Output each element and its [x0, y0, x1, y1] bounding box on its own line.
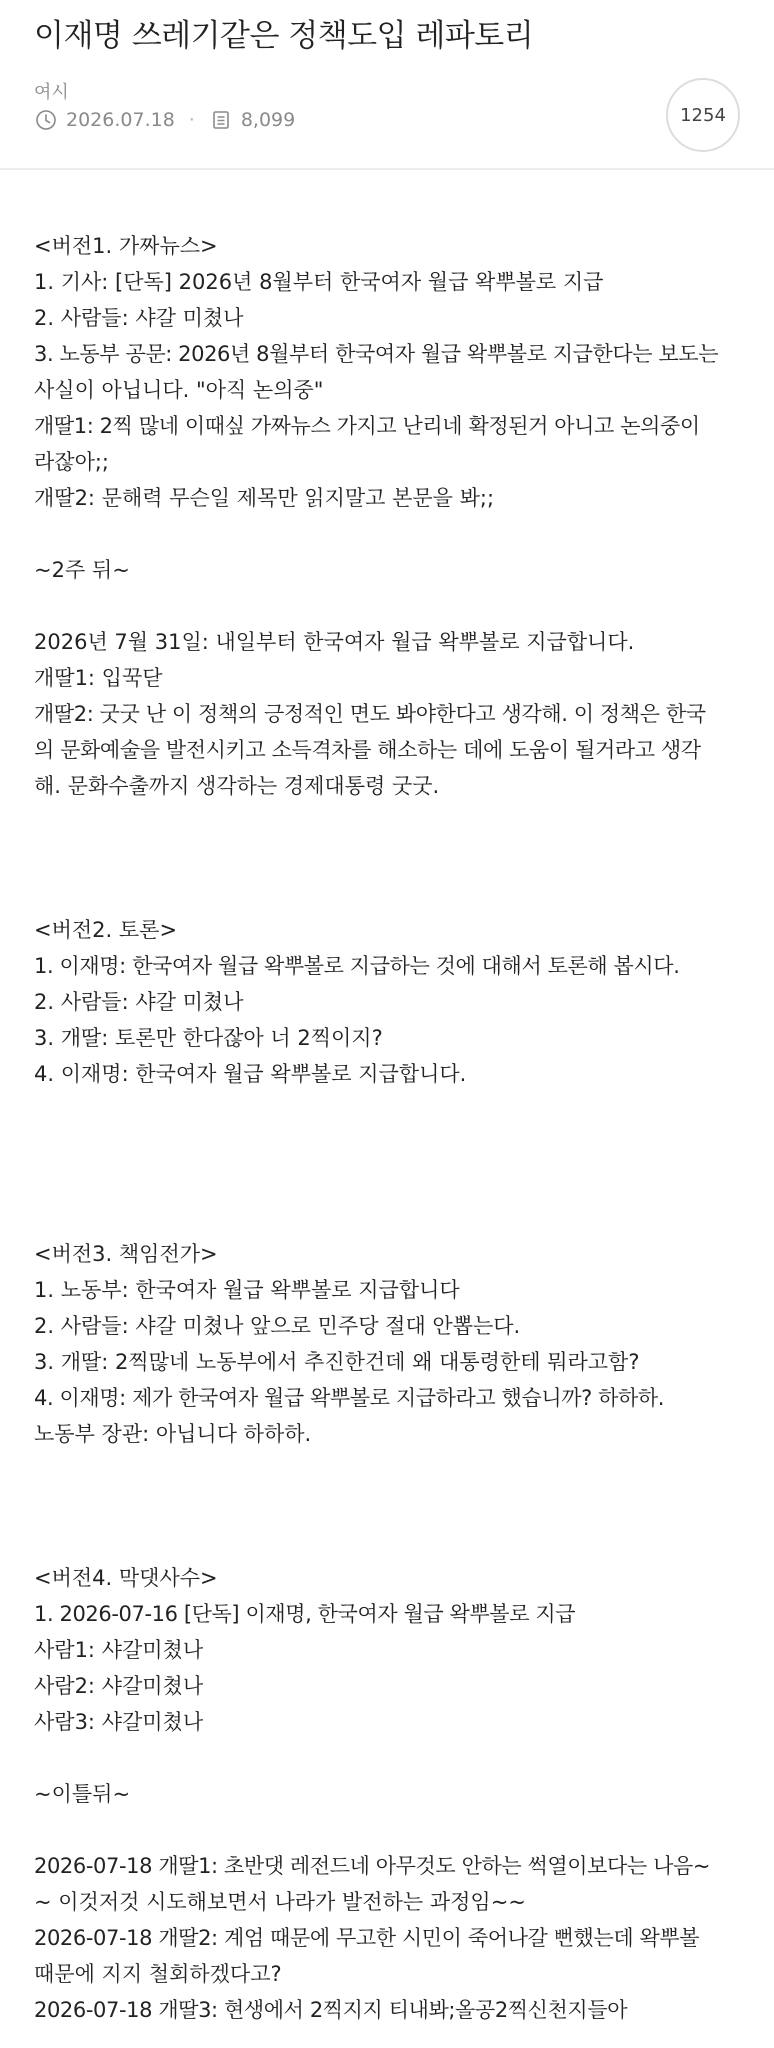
post-text-line: <버전3. 책임전가>: [34, 1242, 218, 1266]
post-text-line: 개딸2: 굿굿 난 이 정책의 긍정적인 면도 봐야한다고 생각해. 이 정책은 한국: [34, 702, 706, 726]
post-header: [0, 0, 774, 170]
blank-line: [34, 804, 740, 840]
post-text-line: 의 문화예술을 발전시키고 소득격차를 해소하는 데에 도움이 될거라고 생각: [34, 738, 701, 762]
blank-line: [34, 1452, 740, 1488]
clock-icon: [34, 108, 58, 132]
post-text-line: 사람2: 샤갈미쳤나: [34, 1674, 204, 1698]
post-text-line: 노동부 장관: 아닙니다 하하하.: [34, 1422, 312, 1446]
post-text-line: 3. 노동부 공문: 2026년 8월부터 한국여자 월급 왁뿌볼로 지급한다는 보도는: [34, 342, 719, 366]
blank-line: [34, 840, 740, 876]
author-name[interactable]: 여시: [34, 82, 69, 103]
post-text-line: 1. 이재명: 한국여자 월급 왁뿌볼로 지급하는 것에 대해서 토론해 봅시다.: [34, 954, 680, 978]
blank-line: [34, 1488, 740, 1524]
post-text-line: 개딸1: 입꾹닫: [34, 666, 163, 690]
post-text-line: 1. 노동부: 한국여자 월급 왁뿌볼로 지급합니다: [34, 1278, 460, 1302]
blank-line: [34, 1812, 740, 1848]
post-text-line: ~이틀뒤~: [34, 1782, 131, 1806]
post-text-line: 4. 이재명: 제가 한국여자 월급 왁뿌볼로 지급하라고 했습니까? 하하하.: [34, 1386, 665, 1410]
post-text-line: 사람1: 샤갈미쳤나: [34, 1638, 204, 1662]
post-text-line: 4. 이재명: 한국여자 월급 왁뿌볼로 지급합니다.: [34, 1062, 467, 1086]
blank-line: [34, 1128, 740, 1164]
post-text-line: 2. 사람들: 샤갈 미쳤나: [34, 306, 244, 330]
post-text-line: 개딸1: 2찍 많네 이때싶 가짜뉴스 가지고 난리네 확정된거 아니고 논의중이: [34, 414, 700, 438]
document-icon: [209, 108, 233, 132]
blank-line: [34, 516, 740, 552]
post-text-line: 2026년 7월 31일: 내일부터 한국여자 월급 왁뿌볼로 지급합니다.: [34, 630, 635, 654]
post-date: 2026.07.18: [66, 109, 175, 131]
post-text-line: 3. 개딸: 토론만 한다잖아 너 2찍이지?: [34, 1026, 383, 1050]
post-text-line: 라잖아;;: [34, 450, 110, 474]
post-text-line: 1. 2026-07-16 [단독] 이재명, 한국여자 월급 왁뿌볼로 지급: [34, 1602, 576, 1626]
post-text-line: 2026-07-18 개딸3: 현생에서 2찍지지 티내봐;올공2찍신천지들아: [34, 1998, 628, 2022]
blank-line: [34, 1200, 740, 1236]
comment-count: 1254: [680, 104, 726, 126]
blank-line: [34, 1524, 740, 1560]
post-text-line: 때문에 지지 철회하겠다고?: [34, 1962, 282, 1986]
post-text-line: 2. 사람들: 샤갈 미쳤나 앞으로 민주당 절대 안뽑는다.: [34, 1314, 521, 1338]
post-text-line: <버전2. 토론>: [34, 918, 178, 942]
post-title: 이재명 쓰레기같은 정책도입 레파토리: [34, 18, 534, 54]
post-meta: [34, 108, 295, 132]
blank-line: [34, 1740, 740, 1776]
post-text-line: ~2주 뒤~: [34, 558, 130, 582]
post-text-line: 해. 문화수출까지 생각하는 경제대통령 굿굿.: [34, 774, 440, 798]
post-text-line: 3. 개딸: 2찍많네 노동부에서 추진한건데 왜 대통령한테 뭐라고함?: [34, 1350, 640, 1374]
post-text-line: <버전4. 막댓사수>: [34, 1566, 218, 1590]
post-text-line: 사실이 아닙니다. "아직 논의중": [34, 378, 324, 402]
blank-line: [34, 1092, 740, 1128]
post-body: [0, 170, 740, 2028]
blank-line: [34, 1164, 740, 1200]
post-text-line: 1. 기사: [단독] 2026년 8월부터 한국여자 월급 왁뿌볼로 지급: [34, 270, 604, 294]
post-text-line: 사람3: 샤갈미쳤나: [34, 1710, 204, 1734]
blank-line: [34, 588, 740, 624]
post-text-line: 개딸2: 문해력 무슨일 제목만 읽지말고 본문을 봐;;: [34, 486, 495, 510]
post-text-line: 2026-07-18 개딸2: 계엄 때문에 무고한 시민이 죽어나갈 뻔했는데 왁뿌볼: [34, 1926, 700, 1950]
post-text-line: 2. 사람들: 샤갈 미쳤나: [34, 990, 244, 1014]
comment-count-button[interactable]: [666, 78, 740, 152]
post-text-line: <버전1. 가짜뉴스>: [34, 234, 218, 258]
meta-separator: ·: [188, 109, 195, 131]
post-text-line: 2026-07-18 개딸1: 초반댓 레전드네 아무것도 안하는 썩열이보다는 나음~: [34, 1854, 711, 1878]
blank-line: [34, 876, 740, 912]
view-count: 8,099: [240, 109, 296, 131]
post-text-line: ~ 이것저것 시도해보면서 나라가 발전하는 과정임~~: [34, 1890, 526, 1914]
